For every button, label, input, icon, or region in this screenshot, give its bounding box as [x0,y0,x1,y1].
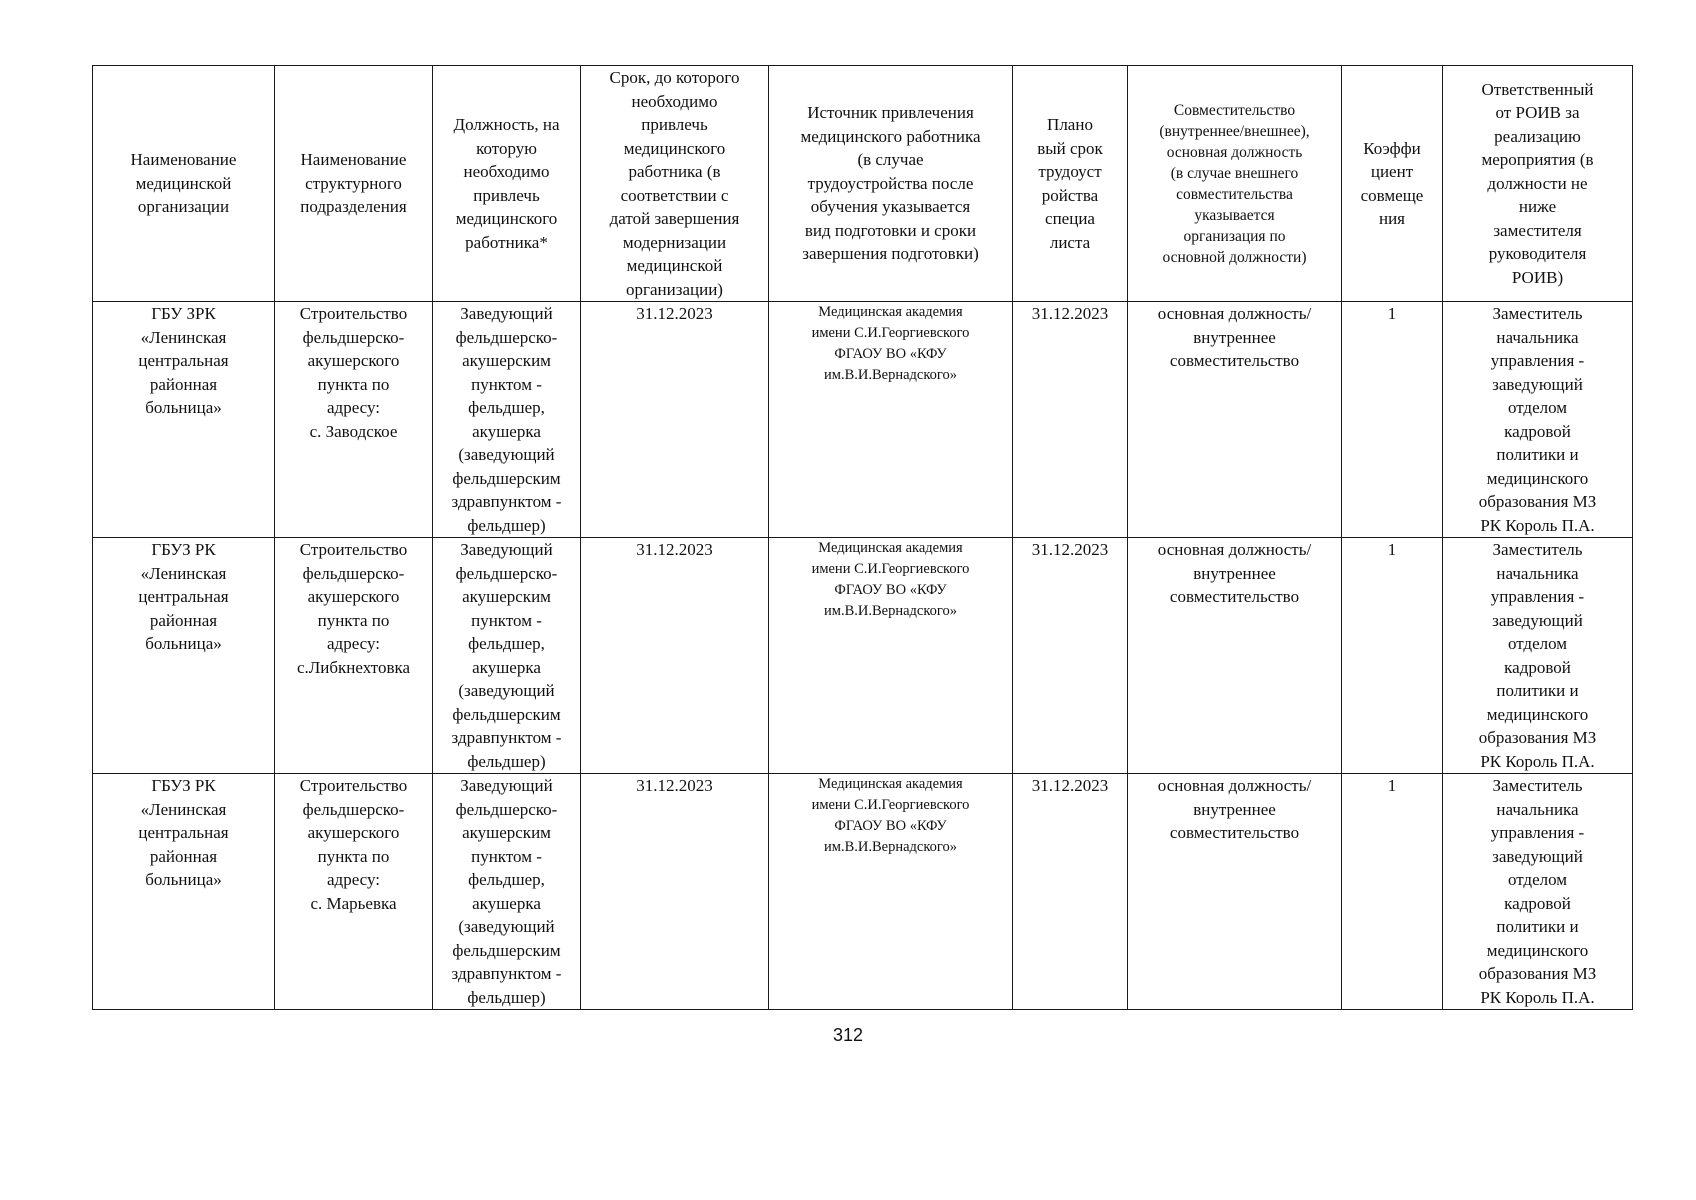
cell-position [433,774,581,1010]
cell-organization [93,538,275,774]
cell-subdivision-text: Строительство фельдшерско- акушерского пункта по адресу: с. Заводское [299,304,408,441]
cell-planned-date-text: 31.12.2023 [1031,304,1109,323]
cell-organization-text: ГБУ ЗРК «Ленинская центральная районная больница» [138,304,229,417]
header-combination [1128,66,1342,302]
cell-responsible [1443,538,1633,774]
header-planned-date-text: Плано вый срок трудоуст ройства специа листа [1037,115,1103,252]
cell-planned-date-text: 31.12.2023 [1031,776,1109,795]
cell-subdivision-text: Строительство фельдшерско- акушерского пункта по адресу: с. Марьевка [299,776,408,913]
header-responsible [1443,66,1633,302]
cell-source-text: Медицинская академия имени С.И.Георгиевского ФГАОУ ВО «КФУ им.В.И.Вернадского» [811,776,970,855]
cell-source [769,774,1013,1010]
cell-deadline [581,538,769,774]
cell-source-text: Медицинская академия имени С.И.Георгиевского ФГАОУ ВО «КФУ им.В.И.Вернадского» [811,540,970,619]
table-row [93,774,1633,1010]
cell-deadline-text: 31.12.2023 [636,304,713,323]
cell-position-text: Заведующий фельдшерско- акушерским пунктом - фельдшер, акушерка (заведующий фельдшерским здравпунктом - фельдшер) [451,540,562,771]
cell-position-text: Заведующий фельдшерско- акушерским пунктом - фельдшер, акушерка (заведующий фельдшерским здравпунктом - фельдшер) [451,776,562,1007]
cell-coefficient-text: 1 [1387,776,1397,795]
cell-responsible [1443,774,1633,1010]
table-row [93,538,1633,774]
header-subdivision-text: Наименование структурного подразделения [300,150,407,217]
header-subdivision [275,66,433,302]
cell-planned-date [1013,302,1128,538]
cell-coefficient-text: 1 [1387,304,1397,323]
cell-position [433,538,581,774]
cell-source [769,302,1013,538]
cell-subdivision [275,774,433,1010]
header-combination-text: Совместительство (внутреннее/внешнее), основная должность (в случае внешнего совместительства указывается организация по основной должности) [1159,101,1310,266]
table-row [93,302,1633,538]
header-position-text: Должность, на которую необходимо привлечь медицинского работника* [453,115,560,252]
cell-combination-text: основная должность/ внутреннее совместительство [1157,304,1312,370]
cell-combination [1128,538,1342,774]
cell-responsible-text: Заместитель начальника управления - заведующий отделом кадровой политики и медицинского образования МЗ РК Король П.А. [1478,304,1597,535]
cell-coefficient [1342,538,1443,774]
cell-combination [1128,302,1342,538]
page-number: 312 [832,1025,864,1045]
cell-position-text: Заведующий фельдшерско- акушерским пунктом - фельдшер, акушерка (заведующий фельдшерским здравпунктом - фельдшер) [451,304,562,535]
cell-coefficient [1342,302,1443,538]
header-coefficient [1342,66,1443,302]
cell-organization-text: ГБУЗ РК «Ленинская центральная районная больница» [138,776,229,889]
cell-coefficient-text: 1 [1387,540,1397,559]
cell-subdivision-text: Строительство фельдшерско- акушерского пункта по адресу: с.Либкнехтовка [296,540,411,677]
header-organization [93,66,275,302]
cell-subdivision [275,538,433,774]
cell-deadline-text: 31.12.2023 [636,540,713,559]
cell-combination-text: основная должность/ внутреннее совместительство [1157,540,1312,606]
header-planned-date [1013,66,1128,302]
cell-source-text: Медицинская академия имени С.И.Георгиевского ФГАОУ ВО «КФУ им.В.И.Вернадского» [811,304,970,383]
cell-combination [1128,774,1342,1010]
cell-organization [93,302,275,538]
header-source-text: Источник привлечения медицинского работника (в случае трудоустройства после обучения указывается вид подготовки и сроки завершения подготовки) [800,103,981,264]
cell-deadline [581,302,769,538]
header-organization-text: Наименование медицинской организации [130,150,237,217]
cell-organization-text: ГБУЗ РК «Ленинская центральная районная больница» [138,540,229,653]
table-header [93,66,1633,302]
cell-planned-date [1013,774,1128,1010]
cell-responsible-text: Заместитель начальника управления - заведующий отделом кадровой политики и медицинского образования МЗ РК Король П.А. [1478,540,1597,771]
cell-coefficient [1342,774,1443,1010]
header-source [769,66,1013,302]
cell-organization [93,774,275,1010]
header-deadline-text: Срок, до которого необходимо привлечь медицинского работника (в соответствии с датой завершения модернизации медицинской организации) [609,68,740,299]
cell-responsible-text: Заместитель начальника управления - заведующий отделом кадровой политики и медицинского образования МЗ РК Король П.А. [1478,776,1597,1007]
cell-source [769,538,1013,774]
header-position [433,66,581,302]
cell-responsible [1443,302,1633,538]
header-deadline [581,66,769,302]
header-coefficient-text: Коэффи циент совмеще ния [1360,138,1424,228]
cell-deadline [581,774,769,1010]
cell-subdivision [275,302,433,538]
header-responsible-text: Ответственный от РОИВ за реализацию мероприятия (в должности не ниже заместителя руководителя РОИВ) [1481,79,1594,287]
header-row [93,66,1633,302]
cell-position [433,302,581,538]
cell-deadline-text: 31.12.2023 [636,776,713,795]
cell-combination-text: основная должность/ внутреннее совместительство [1157,776,1312,842]
cell-planned-date-text: 31.12.2023 [1031,540,1109,559]
cell-planned-date [1013,538,1128,774]
table-body [93,302,1633,1010]
staffing-table [92,65,1633,1010]
